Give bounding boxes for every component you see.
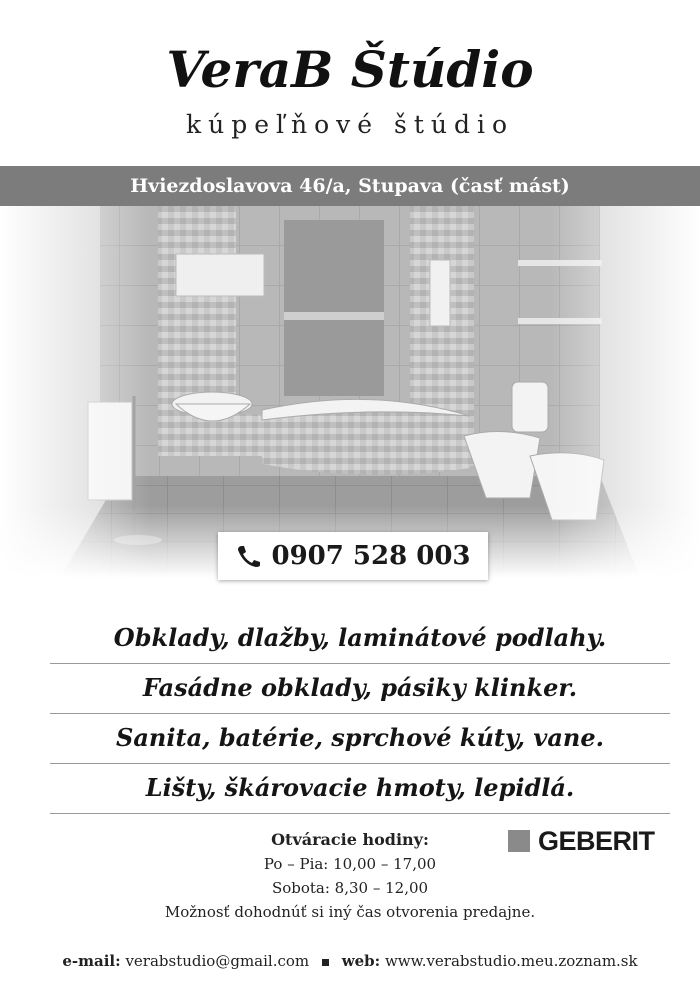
geberit-square-icon — [508, 830, 530, 852]
web-label: web: — [341, 952, 381, 970]
web-link[interactable]: www.verabstudio.meu.zoznam.sk — [384, 952, 638, 970]
geberit-logo — [508, 826, 655, 856]
service-item-tiles: Obklady, dlažby, laminátové podlahy. — [50, 614, 670, 664]
contact-footer — [0, 952, 700, 970]
phone-number: 0907 528 003 — [271, 541, 471, 571]
address-text: Hviezdoslavova 46/a, Stupava (časť mást) — [130, 175, 570, 197]
opening-hours-title: Otváracie hodiny: — [271, 830, 429, 849]
phone-icon — [235, 544, 263, 568]
studio-subtitle: kúpeľňové štúdio — [185, 110, 515, 139]
hours-note: Možnosť dohodnúť si iný čas otvorenia predajne. — [164, 903, 536, 921]
service-item-sanitary: Sanita, batérie, sprchové kúty, vane. — [50, 714, 670, 764]
bathroom-photo — [0, 206, 700, 578]
email-label: e-mail: — [62, 952, 121, 970]
address-banner — [0, 166, 700, 206]
services-list — [50, 614, 670, 814]
saturday-hours: Sobota: 8,30 – 12,00 — [271, 879, 429, 897]
service-item-facade: Fasádne obklady, pásiky klinker. — [50, 664, 670, 714]
geberit-wordmark: GEBERIT — [538, 825, 655, 856]
phone-box[interactable] — [218, 532, 488, 580]
service-item-accessories: Lišty, škárovacie hmoty, lepidlá. — [50, 764, 670, 814]
studio-title: VeraB Štúdio — [166, 40, 534, 99]
separator-square — [322, 959, 329, 966]
weekday-hours: Po – Pia: 10,00 – 17,00 — [263, 855, 437, 873]
email-link[interactable]: verabstudio@gmail.com — [125, 952, 310, 970]
